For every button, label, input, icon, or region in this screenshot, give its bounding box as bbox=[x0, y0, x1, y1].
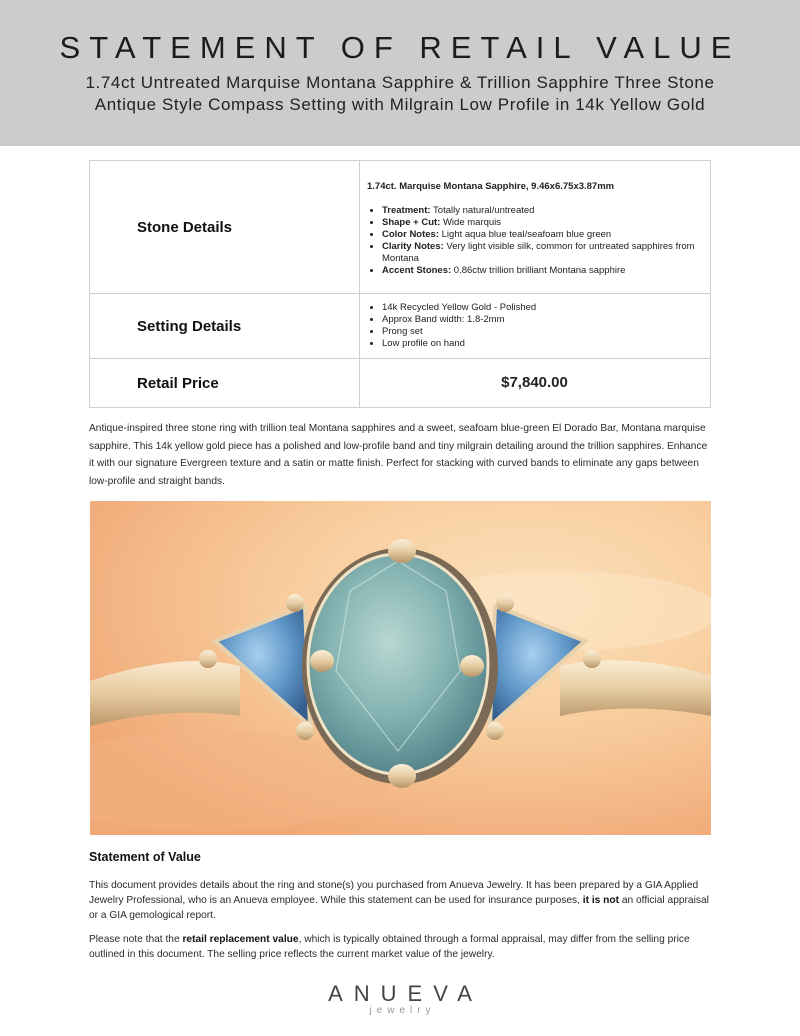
list-item: • 14k Recycled Yellow Gold - Polished bbox=[382, 302, 702, 314]
anueva-logo bbox=[0, 981, 800, 1016]
statement-of-value-paragraph-2: Please note that the retail replacement value, which is typically obtained through a formal appraisal, may differ from the selling price outlined in this document. The selling price reflects the current market value of the jewelry. bbox=[89, 934, 690, 960]
setting-details-value bbox=[360, 294, 711, 359]
ring-photo bbox=[90, 501, 711, 835]
list-item: • Shape + Cut: Wide marquis bbox=[382, 217, 702, 229]
prong-right bbox=[460, 655, 484, 677]
stone-details-list bbox=[367, 205, 702, 277]
prong-right-trillion-top bbox=[496, 594, 514, 612]
retail-price-label: Retail Price bbox=[90, 359, 360, 408]
stone-details-value bbox=[360, 161, 711, 294]
details-table bbox=[89, 160, 711, 408]
list-item: • Low profile on hand bbox=[382, 338, 702, 350]
product-description: Antique-inspired three stone ring with trillion teal Montana sapphires and a sweet, seafoam blue-green El Dorado Bar, Montana marquise sapphire. This 14k yellow gold piece has a polished and low-profile band and tiny milgrain detailing around the trillion sapphires. Enhance it with our signature Evergreen texture and a satin or matte finish. Perfect for stacking with curved bands to eliminate any gaps between low-profile and straight bands. bbox=[89, 423, 708, 487]
list-item: • Prong set bbox=[382, 326, 702, 338]
prong-left-trillion-outer bbox=[199, 650, 217, 668]
document-title: STATEMENT OF RETAIL VALUE bbox=[59, 30, 741, 65]
list-item: • Clarity Notes: Very light visible silk, common for untreated sapphires from Montana bbox=[382, 241, 702, 265]
subtitle-line-2: Antique Style Compass Setting with Milgrain Low Profile in 14k Yellow Gold bbox=[94, 95, 706, 114]
prong-right-trillion-outer bbox=[583, 650, 601, 668]
stone-headline: 1.74ct. Marquise Montana Sapphire, 9.46x6.75x3.87mm bbox=[367, 181, 615, 192]
retail-price-row bbox=[90, 359, 711, 408]
prong-bottom bbox=[388, 764, 416, 788]
prong-left-trillion-top bbox=[286, 594, 304, 612]
list-item: • Color Notes: Light aqua blue teal/seafoam blue green bbox=[382, 229, 702, 241]
ring-illustration bbox=[90, 501, 711, 835]
setting-details-list bbox=[367, 302, 702, 350]
statement-of-value-paragraph-1: This document provides details about the ring and stone(s) you purchased from Anueva Jewelry. It has been prepared by a GIA Applied Jewelry Professional, who is an Anueva employee. While this statement can be used for insurance purposes, it is not an official appraisal or a GIA gemological report. bbox=[89, 880, 709, 921]
prong-left-trillion-bottom bbox=[296, 722, 314, 740]
document-subtitle bbox=[40, 72, 760, 116]
list-item: • Treatment: Totally natural/untreated bbox=[382, 205, 702, 217]
retail-price-value: $7,840.00 bbox=[360, 359, 711, 408]
logo-subtitle: jewelry bbox=[369, 1005, 436, 1016]
stone-details-row bbox=[90, 161, 711, 294]
page-header bbox=[0, 0, 800, 146]
stone-details-label: Stone Details bbox=[90, 161, 360, 294]
prong-left bbox=[310, 650, 334, 672]
logo-brand: ANUEVA bbox=[328, 981, 483, 1006]
prong-right-trillion-bottom bbox=[486, 722, 504, 740]
setting-details-row bbox=[90, 294, 711, 359]
subtitle-line-1: 1.74ct Untreated Marquise Montana Sapphire & Trillion Sapphire Three Stone bbox=[85, 73, 715, 92]
statement-of-value-heading: Statement of Value bbox=[89, 850, 201, 864]
prong-top bbox=[388, 539, 416, 563]
list-item: • Accent Stones: 0.86ctw trillion brilliant Montana sapphire bbox=[382, 265, 702, 277]
setting-details-label: Setting Details bbox=[90, 294, 360, 359]
list-item: • Approx Band width: 1.8-2mm bbox=[382, 314, 702, 326]
